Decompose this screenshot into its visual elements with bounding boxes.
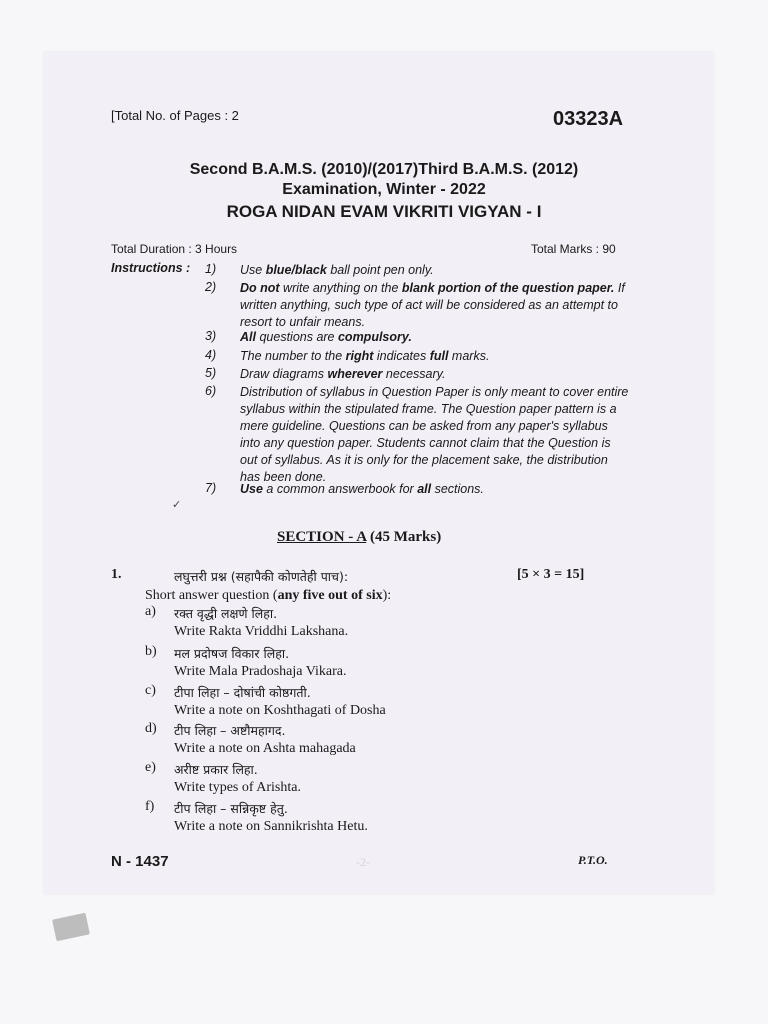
sub-question-letter: f) [145, 799, 155, 814]
sub-question-english: Write a note on Ashta mahagada [174, 741, 356, 756]
question-english-pre: Short answer question ( [145, 588, 278, 603]
instruction-text: Do not write anything on the blank portion of the question paper. If written anything, such type of act will be considered as an attempt to resort to unfair means. [240, 281, 625, 329]
sub-question-marathi: टीपा लिहा – दोषांची कोष्ठगती. [174, 685, 311, 700]
sub-question-marathi: रक्त वृद्धी लक्षणे लिहा. [174, 606, 278, 621]
title-line-1: Second B.A.M.S. (2010)/(2017)Third B.A.M.S. (2012) [189, 161, 579, 178]
instruction-text: The number to the right indicates full marks. [240, 349, 490, 363]
paper-scrap [52, 913, 90, 942]
section-a-heading [277, 529, 441, 546]
title-line-3: ROGA NIDAN EVAM VIKRITI VIGYAN - I [226, 202, 542, 221]
sub-question-letter: d) [145, 721, 157, 736]
sub-question-marathi: टीप लिहा – सन्निकृष्ट हेतु. [174, 801, 288, 816]
sub-question-english: Write types of Arishta. [174, 780, 301, 795]
title-line-2: Examination, Winter - 2022 [282, 181, 486, 198]
instruction-text: All questions are compulsory. [240, 330, 412, 344]
total-duration: Total Duration : 3 Hours [111, 242, 238, 256]
footer-code: N - 1437 [111, 853, 169, 870]
sub-question-english: Write a note on Koshthagati of Dosha [174, 703, 386, 718]
section-a-marks: (45 Marks) [366, 529, 442, 545]
sub-question-marathi: अरीष्ट प्रकार लिहा. [174, 762, 258, 777]
paper-code: 03323A [553, 108, 624, 130]
instruction-number: 3) [205, 329, 217, 343]
question-number: 1. [111, 567, 122, 582]
sub-question-english: Write Mala Pradoshaja Vikara. [174, 664, 347, 679]
instruction-number: 6) [205, 384, 217, 398]
instruction-text: Use a common answerbook for all sections. [240, 482, 484, 496]
sub-question-letter: b) [145, 644, 157, 659]
instruction-number: 5) [205, 366, 217, 380]
question-score: [5 × 3 = 15] [517, 567, 585, 582]
question-english-bold: any five out of six [277, 588, 383, 603]
sub-question-marathi: टीप लिहा – अष्टौमहागद. [174, 723, 286, 738]
section-a-label: SECTION - A [277, 529, 367, 545]
instruction-number: 7) [205, 481, 217, 495]
total-pages: [Total No. of Pages : 2 [111, 108, 239, 123]
question-english-post: ): [382, 588, 392, 603]
instructions-label: Instructions : [111, 261, 191, 275]
question-english [145, 588, 391, 604]
instruction-text: Draw diagrams wherever necessary. [240, 367, 446, 381]
instruction-text: Use blue/black ball point pen only. [240, 263, 434, 277]
total-marks: Total Marks : 90 [531, 242, 616, 256]
footer-pto: P.T.O. [578, 853, 608, 867]
sub-question-marathi: मल प्रदोषज विकार लिहा. [174, 646, 290, 661]
instruction-number: 1) [205, 262, 217, 276]
instruction-number: 2) [205, 280, 217, 294]
sub-question-english: Write a note on Sannikrishta Hetu. [174, 819, 368, 834]
instruction-text: Distribution of syllabus in Question Paper is only meant to cover entire syllabus within the stipulated frame. The Question paper pattern is a mere guideline. Questions can be asked from any paper's syllabus into any question paper. Students cannot claim that the Question is out of syllabus. As it is only for the placement sake, the distribution has been done. [240, 385, 629, 484]
sub-question-letter: c) [145, 683, 156, 698]
sub-question-letter: a) [145, 604, 156, 619]
sub-question-english: Write Rakta Vriddhi Lakshana. [174, 624, 349, 639]
sub-question-letter: e) [145, 760, 156, 775]
footer-page-mark: -2- [356, 855, 370, 869]
instruction-number: 4) [205, 348, 217, 362]
pen-mark-icon: ✓ [172, 499, 182, 511]
question-marathi: लघुत्तरी प्रश्न (सहापैकी कोणतेही पाच): [174, 569, 349, 584]
